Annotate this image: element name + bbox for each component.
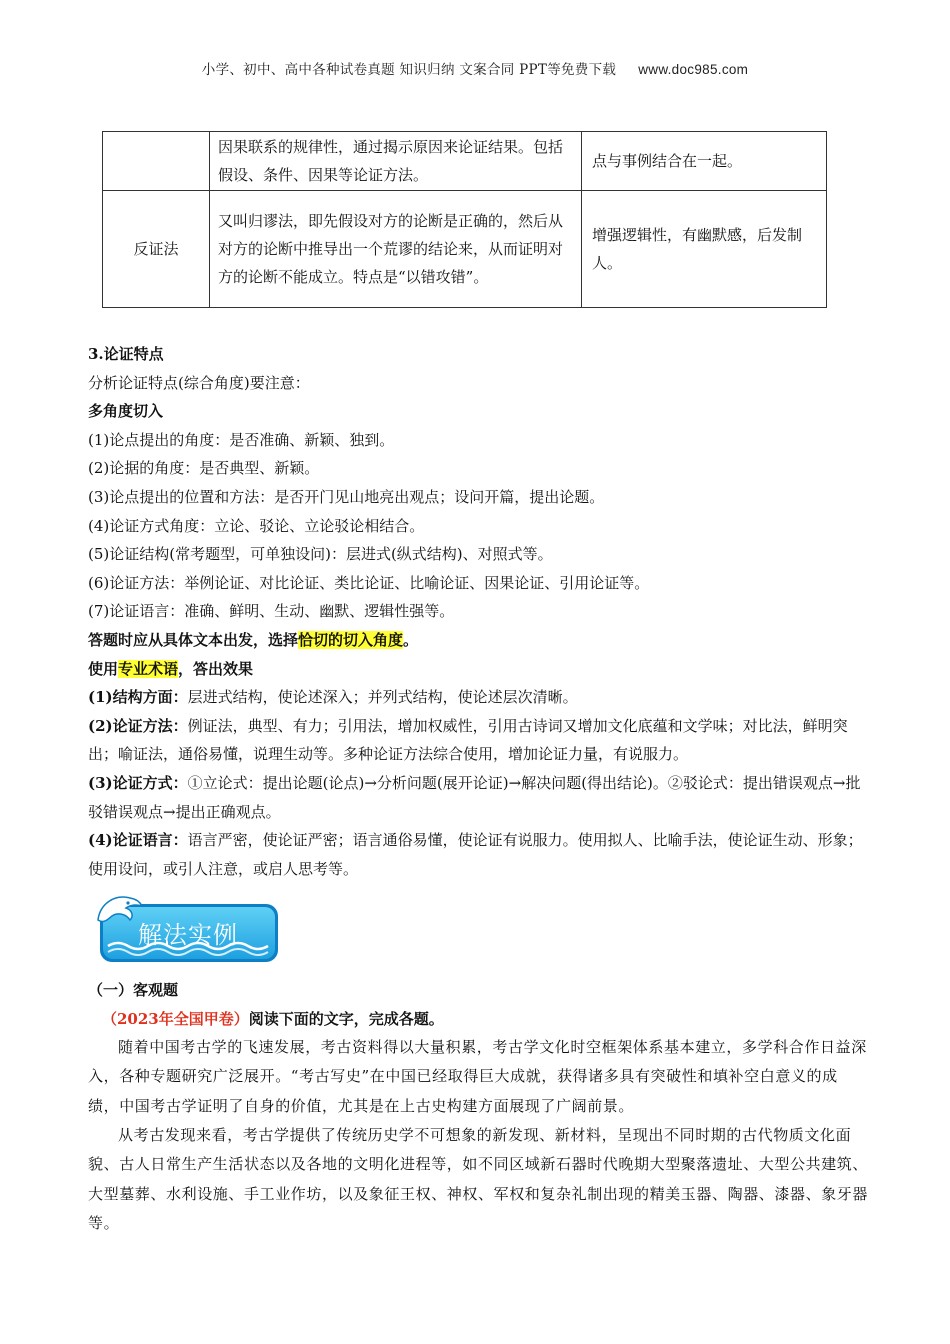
question-category: （一）客观题 [88,981,179,999]
point-label: (3)论证方式： [88,773,188,792]
section-heading: 3.论证特点 [88,345,164,363]
answer-tip [88,626,868,655]
point-text: 层进式结构，使论述深入；并列式结构，使论述层次清晰。 [187,688,578,707]
point-label: (1)结构方面： [88,688,188,707]
reading-paragraph: 从考古发现来看，考古学提供了传统历史学不可想象的新发现、新材料，呈现出不同时期的古代物质文化面貌、古人日常生产生活状态以及各地的文明化进程等，如不同区域新石器时代晚期大型聚落遗址、大型公共建筑、大型墓葬、水利设施、手工业作坊，以及象征王权、神权、军权和复杂礼制出现的精美玉器、陶器、漆器、象牙器等。 [88,1126,869,1232]
table-row [103,132,827,191]
point-item [88,683,868,712]
effect-cell: 点与事例结合在一起。 [582,132,827,191]
page-header [0,58,950,78]
list-item: (2)论据的角度：是否典型、新颖。 [88,459,320,478]
reading-paragraph: 随着中国考古学的飞速发展，考古资料得以大量积累，考古学文化时空框架体系基本建立，多学科合作日益深入，各种专题研究广泛展开。“考古写史”在中国已经取得巨大成就，获得诸多具有突破性和填补空白意义的成绩，中国考古学证明了自身的价值，尤其是在上古史构建方面展现了广阔前景。 [88,1038,867,1115]
point-text: ①立论式：提出论题(论点)→分析问题(展开论证)→解决问题(得出结论)。②驳论式：提出错误观点→批驳错误观点→提出正确观点。 [88,773,861,821]
list-item: (5)论证结构(常考题型，可单独设问)：层进式(纵式结构)、对照式等。 [88,545,553,564]
question-source: （2023年全国甲卷） [102,1009,249,1028]
question-instruction: 阅读下面的文字，完成各题。 [248,1009,444,1028]
tip-text: 答题时应从具体文本出发，选择 [88,630,299,649]
question-intro [88,1005,868,1034]
list-item: (7)论证语言：准确、鲜明、生动、幽默、逻辑性强等。 [88,602,455,621]
description-cell: 因果联系的规律性，通过揭示原因来论证结果。包括假设、条件、因果等论证方法。 [210,132,582,191]
use-highlight: 专业术语 [118,659,179,678]
solution-example-badge [92,890,282,966]
badge-label: 解法实例 [138,921,238,949]
use-text: 使用 [88,659,119,678]
header-url[interactable]: www.doc985.com [638,62,749,77]
description-cell: 又叫归谬法，即先假设对方的论断是正确的，然后从对方的论断中推导出一个荒谬的结论来，从而证明对方的论断不能成立。特点是“以错攻错”。 [210,191,582,308]
point-item [88,826,868,883]
header-text: 小学、初中、高中各种试卷真题 知识归纳 文案合同 PPT等免费下载 [201,62,617,78]
list-item: (3)论点提出的位置和方法：是否开门见山地亮出观点；设问开篇，提出论题。 [88,487,605,506]
method-cell: 反证法 [103,191,210,308]
point-item [88,769,868,826]
subheading-multi-angle: 多角度切入 [88,402,164,421]
effect-cell: 增强逻辑性，有幽默感，后发制人。 [582,191,827,308]
point-label: (2)论证方法： [88,716,188,735]
tip-end: 。 [403,630,419,649]
point-label: (4)论证语言： [88,831,188,850]
section-intro: 分析论证特点(综合角度)要注意： [88,373,310,392]
tip-highlight: 恰切的切入角度 [298,630,404,649]
point-text: 语言严密，使论证严密；语言通俗易懂，使论证有说服力。使用拟人、比喻手法，使论证生动、形象；使用设问，或引人注意，或启人思考等。 [88,831,863,878]
argument-methods-table [102,131,827,308]
list-item: (6)论证方法：举例论证、对比论证、类比论证、比喻论证、因果论证、引用论证等。 [88,573,650,592]
point-item [88,712,868,769]
method-cell [103,132,210,191]
list-item: (1)论点提出的角度：是否准确、新颖、独到。 [88,430,395,449]
use-end: ，答出效果 [178,659,254,678]
table-row [103,191,827,308]
terminology-tip [88,655,868,684]
example-section [88,976,868,1238]
point-text: 例证法，典型、有力；引用法，增加权威性，引用古诗词又增加文化底蕴和文学味；对比法，鲜明突出；喻证法，通俗易懂，说理生动等。多种论证方法综合使用，增加论证力量，有说服力。 [88,716,848,764]
argument-features-section [88,340,868,883]
list-item: (4)论证方式角度：立论、驳论、立论驳论相结合。 [88,516,425,535]
